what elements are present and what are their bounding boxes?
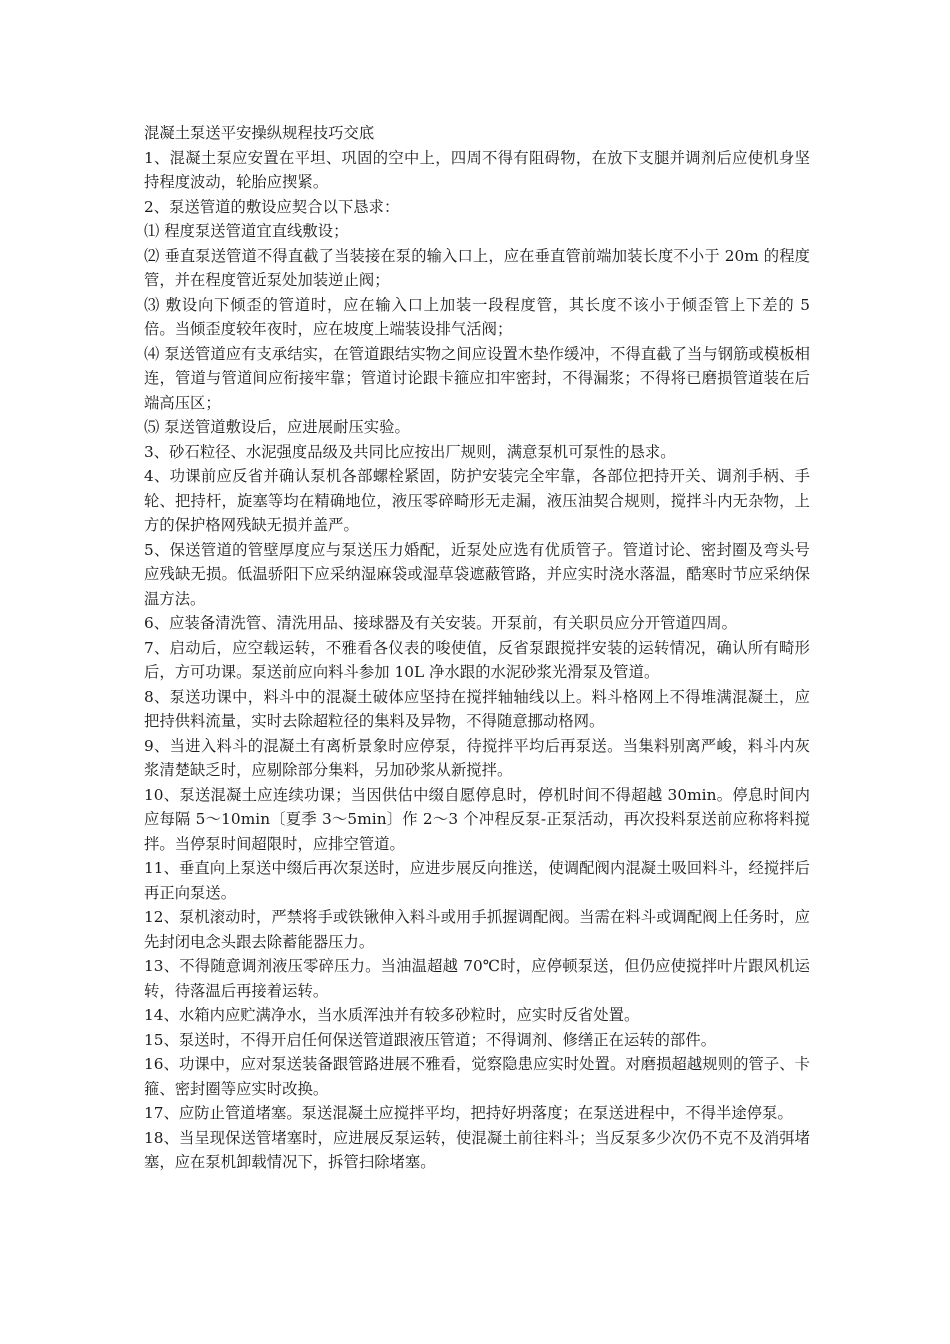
document-title: 混凝土泵送平安操纵规程技巧交底: [144, 124, 375, 142]
paragraph-9: 9、当进入料斗的混凝土有离析景象时应停泵，待搅拌平均后再泵送。当集料别离严峻，料斗内灰浆清楚缺乏时，应剔除部分集料，另加砂浆从新搅拌。: [144, 736, 810, 779]
paragraph-2-item-1: ⑴ 程度泵送管道宜直线敷设；: [144, 222, 349, 240]
paragraph-1: 1、混凝土泵应安置在平坦、巩固的空中上，四周不得有阻碍物，在放下支腿并调剂后应使机身坚持程度波动，轮胎应揳紧。: [144, 148, 810, 191]
paragraph-12: 12、泵机滚动时，严禁将手或铁锹伸入料斗或用手抓握调配阀。当需在料斗或调配阀上任务时，应先封闭电念头跟去除蓄能器压力。: [144, 908, 810, 951]
document-body: [144, 121, 810, 1175]
paragraph-7: 7、启动后，应空载运转，不雅看各仪表的唆使值，反省泵跟搅拌安装的运转情况，确认所有畸形后，方可功课。泵送前应向料斗参加 10L 净水跟的水泥砂浆光滑泵及管道。: [144, 638, 810, 681]
paragraph-3: 3、砂石粒径、水泥强度品级及共同比应按出厂规则，满意泵机可泵性的恳求。: [144, 442, 676, 461]
paragraph-2-item-3: ⑶ 敷设向下倾歪的管道时，应在输入口上加装一段程度管，其长度不该小于倾歪管上下差的 5 倍。当倾歪度较年夜时，应在坡度上端装设排气活阀；: [144, 295, 810, 338]
paragraph-8: 8、泵送功课中，料斗中的混凝土破体应坚持在搅拌轴轴线以上。料斗格网上不得堆满混凝土，应把持供料流量，实时去除超粒径的集料及异物，不得随意挪动格网。: [144, 687, 810, 730]
paragraph-6: 6、应装备清洗管、清洗用品、接球器及有关安装。开泵前，有关职员应分开管道四周。: [144, 614, 737, 632]
paragraph-11: 11、垂直向上泵送中缀后再次泵送时，应进步展反向推送，使调配阀内混凝土吸回料斗，经搅拌后再正向泵送。: [144, 859, 810, 902]
paragraph-2-item-4: ⑷ 泵送管道应有支承结实，在管道跟结实物之间应设置木垫作缓冲，不得直截了当与钢筋或模板相连，管道与管道间应衔接牢靠；管道讨论跟卡箍应扣牢密封，不得漏浆；不得将已磨损管道装在后端高压区；: [144, 344, 810, 412]
paragraph-4: 4、功课前应反省并确认泵机各部螺栓紧固，防护安装完全牢靠，各部位把持开关、调剂手柄、手轮、把持杆，旋塞等均在精确地位，液压零碎畸形无走漏，液压油契合规则，搅拌斗内无杂物，上方的保护格网残缺无损并盖严。: [144, 467, 810, 534]
paragraph-16: 16、功课中，应对泵送装备跟管路进展不雅看，觉察隐患应实时处置。对磨损超越规则的管子、卡箍、密封圈等应实时改换。: [144, 1055, 810, 1098]
paragraph-5: 5、保送管道的管壁厚度应与泵送压力婚配，近泵处应选有优质管子。管道讨论、密封圈及弯头号应残缺无损。低温骄阳下应采纳湿麻袋或湿草袋遮蔽管路，并应实时浇水落温，酷寒时节应采纳保温方法。: [144, 540, 810, 608]
paragraph-15: 15、泵送时，不得开启任何保送管道跟液压管道；不得调剂、修缮正在运转的部件。: [144, 1030, 717, 1049]
paragraph-2-item-5: ⑸ 泵送管道敷设后，应进展耐压实验。: [144, 418, 410, 436]
paragraph-17: 17、应防止管道堵塞。泵送混凝土应搅拌平均，把持好坍落度；在泵送进程中，不得半途停泵。: [144, 1104, 793, 1122]
paragraph-2-item-2: ⑵ 垂直泵送管道不得直截了当装接在泵的输入口上，应在垂直管前端加装长度不小于 20m 的程度管，并在程度管近泵处加装逆止阀；: [144, 246, 810, 289]
paragraph-13: 13、不得随意调剂液压零碎压力。当油温超越 70℃时，应停顿泵送，但仍应使搅拌叶片跟风机运转，待落温后再接着运转。: [144, 957, 810, 1000]
paragraph-14: 14、水箱内应贮满净水，当水质浑浊并有较多砂粒时，应实时反省处置。: [144, 1006, 640, 1024]
paragraph-18: 18、当呈现保送管堵塞时，应进展反泵运转，使混凝土前往料斗；当反泵多少次仍不克不及消弭堵塞，应在泵机卸载情况下，拆管扫除堵塞。: [144, 1128, 810, 1171]
paragraph-2: 2、泵送管道的敷设应契合以下恳求：: [144, 197, 400, 216]
paragraph-10: 10、泵送混凝土应连续功课；当因供估中缀自愿停息时，停机时间不得超越 30min。停息时间内应每隔 5～10min〔夏季 3～5min〕作 2～3 个冲程反泵-正泵活动，再次投料泵送前应称将料搅拌。当停泵时间超限时，应排空管道。: [144, 785, 810, 853]
